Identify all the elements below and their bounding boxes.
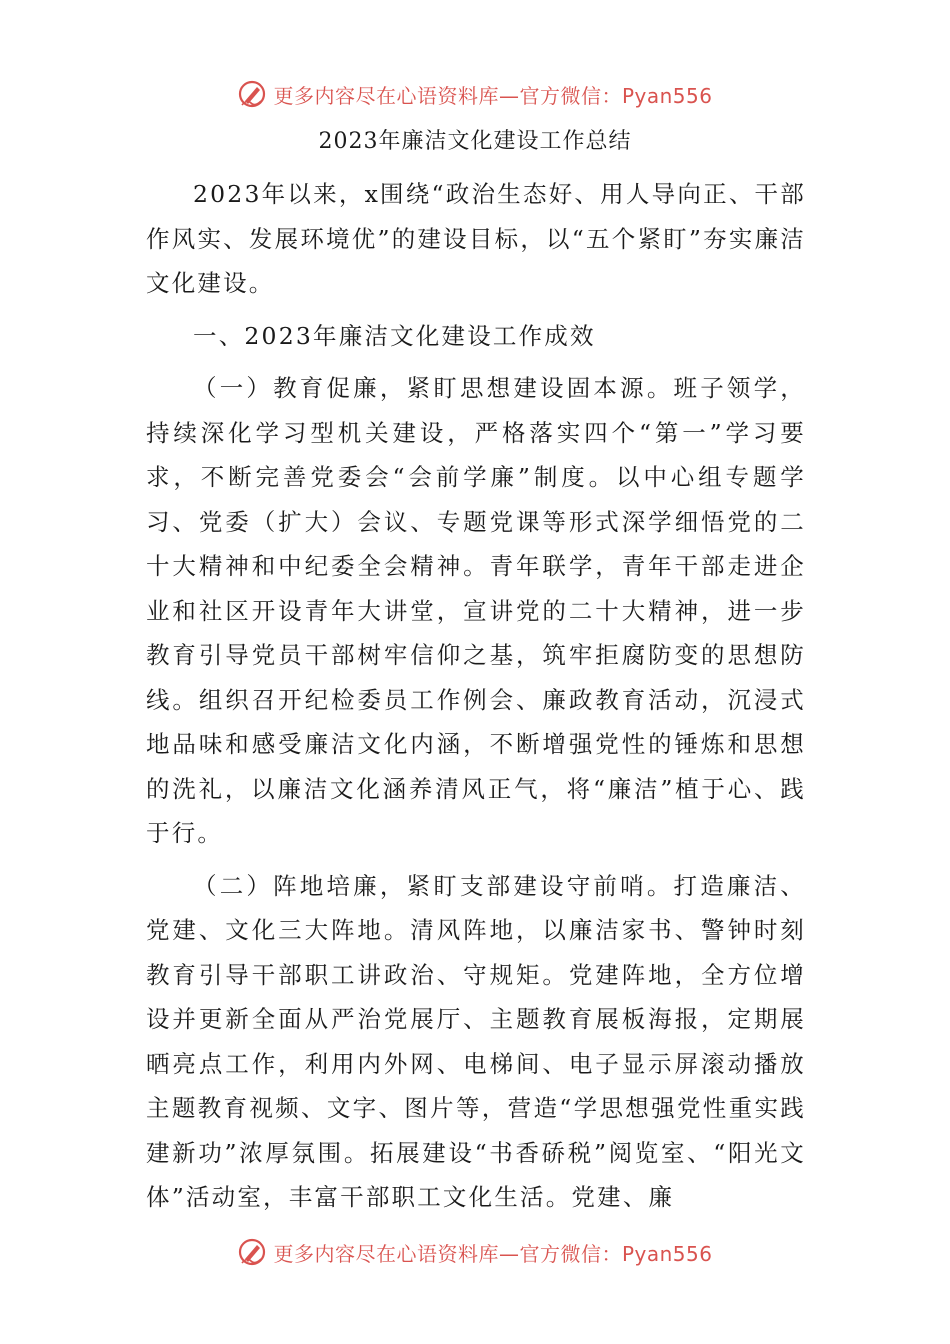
pen-signature-icon [237,1237,267,1267]
paragraph-position: （二）阵地培廉，紧盯支部建设守前哨。打造廉洁、党建、文化三大阵地。清风阵地，以廉洁家书、警钟时刻教育引导干部职工讲政治、守规矩。党建阵地，全方位增设并更新全面从严治党展厅、主题教育展板海报，定期展晒亮点工作，利用内外网、电梯间、电子显示屏滚动播放主题教育视频、文字、图片等，营造“学思想强党性重实践建新功”浓厚氛围。拓展建设“书香硚税”阅览室、“阳光文体”活动室，丰富干部职工文化生活。党建、廉 [146,871,806,1211]
section-heading: 一、2023年廉洁文化建设工作成效 [193,321,596,350]
watermark-text: 更多内容尽在心语资料库—官方微信：Pyan556 [273,83,713,108]
paragraph-intro: 2023年以来，x围绕“政治生态好、用人导向正、干部作风实、发展环境优”的建设目标，以“五个紧盯”夯实廉洁文化建设。 [146,180,806,297]
document-title: 2023年廉洁文化建设工作总结 [318,129,632,154]
watermark-footer [0,1232,950,1272]
document-body [146,172,806,1228]
pen-signature-icon [237,79,267,109]
watermark-header [0,74,950,114]
paragraph-education: （一）教育促廉，紧盯思想建设固本源。班子领学，持续深化学习型机关建设，严格落实四个“第一”学习要求，不断完善党委会“会前学廉”制度。以中心组专题学习、党委（扩大）会议、专题党课等形式深学细悟党的二十大精神和中纪委全会精神。青年联学，青年干部走进企业和社区开设青年大讲堂，宣讲党的二十大精神，进一步教育引导党员干部树牢信仰之基，筑牢拒腐防变的思想防线。组织召开纪检委员工作例会、廉政教育活动，沉浸式地品味和感受廉洁文化内涵，不断增强党性的锤炼和思想的洗礼，以廉洁文化涵养清风正气，将“廉洁”植于心、践于行。 [146,374,806,847]
watermark-text: 更多内容尽在心语资料库—官方微信：Pyan556 [273,1241,713,1266]
